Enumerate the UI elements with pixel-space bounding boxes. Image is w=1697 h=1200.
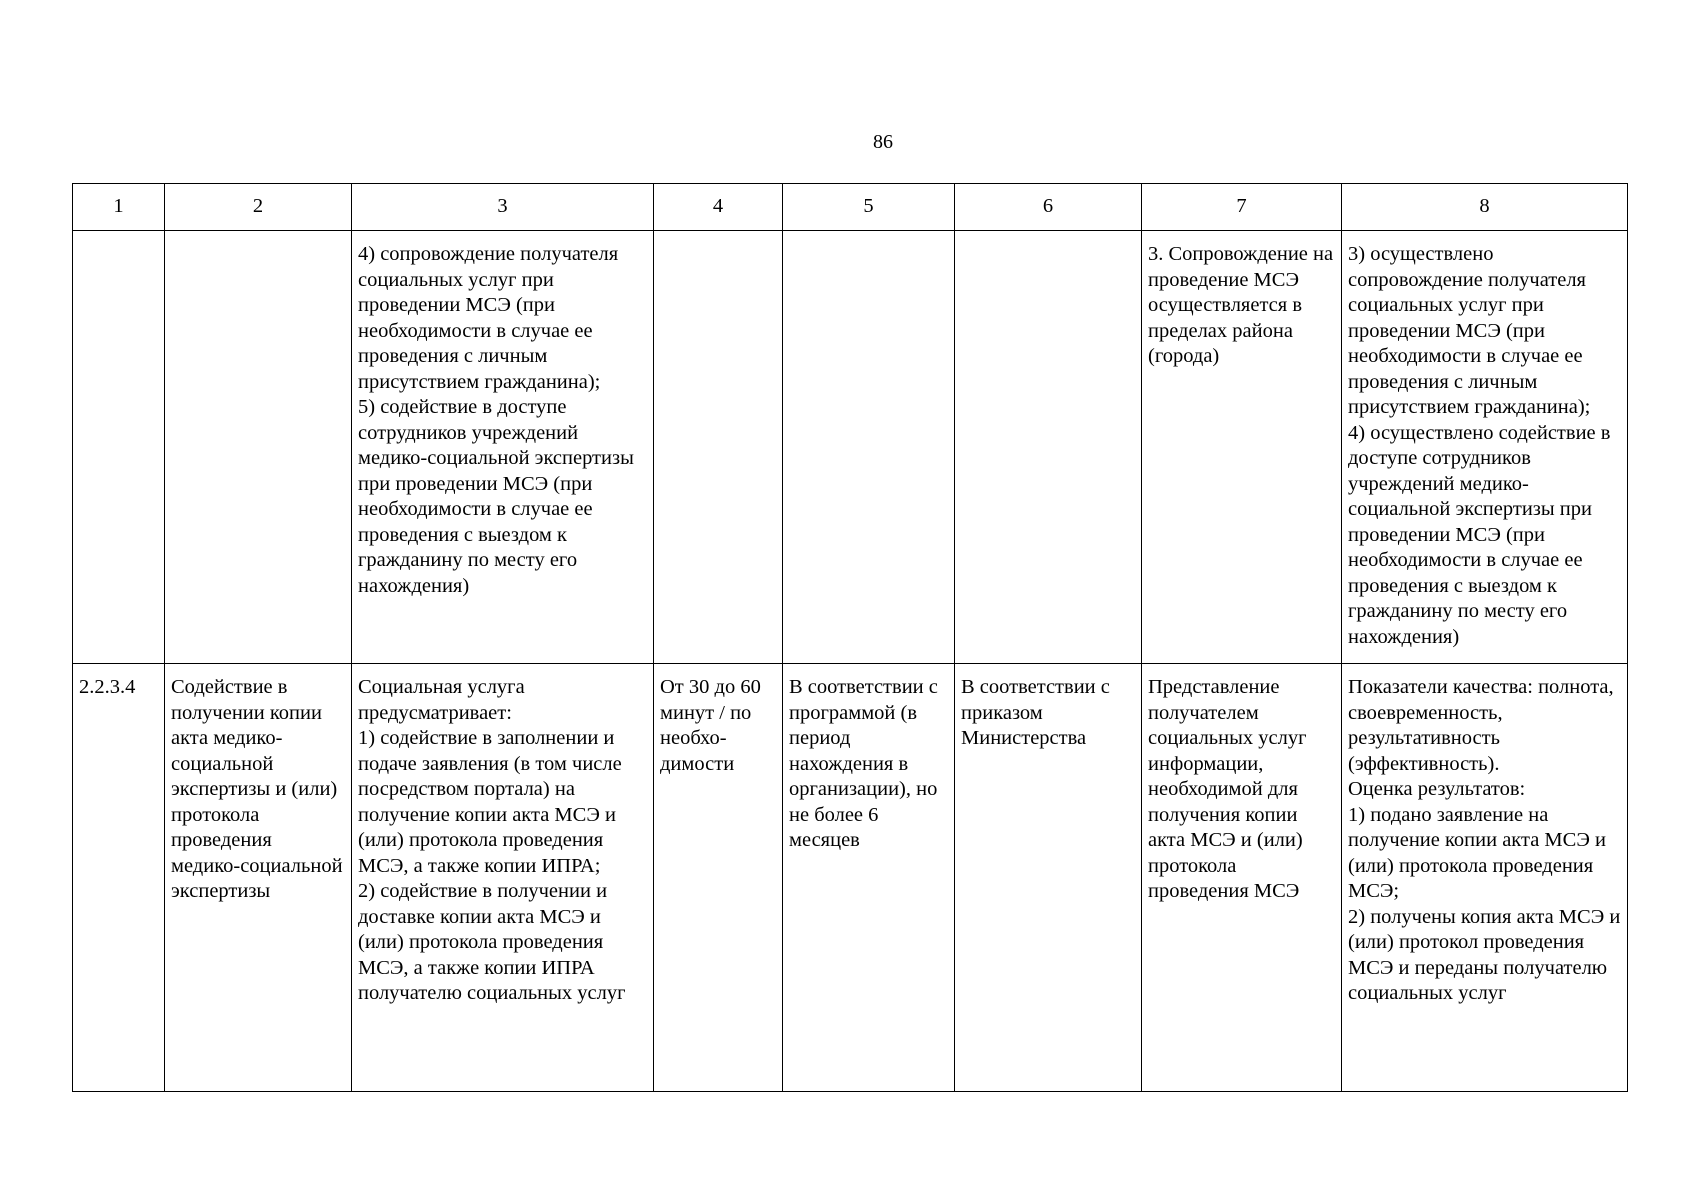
cell-duration: От 30 до 60 минут / по необхо-димости [654, 664, 783, 1092]
cell-service-name: Содействие в получении копии акта медико-социальной экспертизы и (или) протокола проведения медико-социальной экспертизы [165, 664, 352, 1092]
column-header-7: 7 [1142, 184, 1342, 231]
header-row [73, 184, 1628, 231]
table-row [73, 664, 1628, 1092]
column-header-6: 6 [955, 184, 1142, 231]
cell-tariff: В соответствии с приказом Министерства [955, 664, 1142, 1092]
services-table [72, 183, 1628, 1092]
cell-number [73, 231, 165, 664]
cell-period: В соответствии с программой (в период нахождения в организации), но не более 6 месяцев [783, 664, 955, 1092]
table-row [73, 231, 1628, 664]
cell-quality-indicators: Показатели качества: полнота, своевременность, результативность (эффективность). Оценка результатов: 1) подано заявление на получение копии акта МСЭ и (или) протокола проведения МСЭ; 2) получены копия акта МСЭ и (или) протокол проведения МСЭ и переданы получателю социальных услуг [1342, 664, 1628, 1092]
cell-service-description: 4) сопровождение получателя социальных услуг при проведении МСЭ (при необходимости в случае ее проведения с личным присутствием гражданина); 5) содействие в доступе сотрудников учреждений медико-социальной экспертизы при проведении МСЭ (при необходимости в случае ее проведения с выездом к гражданину по месту его нахождения) [352, 231, 654, 664]
column-header-1: 1 [73, 184, 165, 231]
cell-service-name [165, 231, 352, 664]
cell-number: 2.2.3.4 [73, 664, 165, 1092]
column-header-5: 5 [783, 184, 955, 231]
cell-period [783, 231, 955, 664]
cell-duration [654, 231, 783, 664]
column-header-2: 2 [165, 184, 352, 231]
cell-conditions: Представление получателем социальных услуг информации, необходимой для получения копии акта МСЭ и (или) протокола проведения МСЭ [1142, 664, 1342, 1092]
column-header-4: 4 [654, 184, 783, 231]
page-number: 86 [873, 131, 893, 153]
column-header-3: 3 [352, 184, 654, 231]
cell-conditions: 3. Сопровождение на проведение МСЭ осуществляется в пределах района (города) [1142, 231, 1342, 664]
cell-tariff [955, 231, 1142, 664]
column-header-8: 8 [1342, 184, 1628, 231]
cell-service-description: Социальная услуга предусматривает: 1) содействие в заполнении и подаче заявления (в том числе посредством портала) на получение копии акта МСЭ и (или) протокола проведения МСЭ, а также копии ИПРА; 2) содействие в получении и доставке копии акта МСЭ и (или) протокола проведения МСЭ, а также копии ИПРА получателю социальных услуг [352, 664, 654, 1092]
cell-quality-indicators: 3) осуществлено сопровождение получателя социальных услуг при проведении МСЭ (при необходимости в случае ее проведения с личным присутствием гражданина); 4) осуществлено содействие в доступе сотрудников учреждений медико-социальной экспертизы при проведении МСЭ (при необходимости в случае ее проведения с выездом к гражданину по месту его нахождения) [1342, 231, 1628, 664]
